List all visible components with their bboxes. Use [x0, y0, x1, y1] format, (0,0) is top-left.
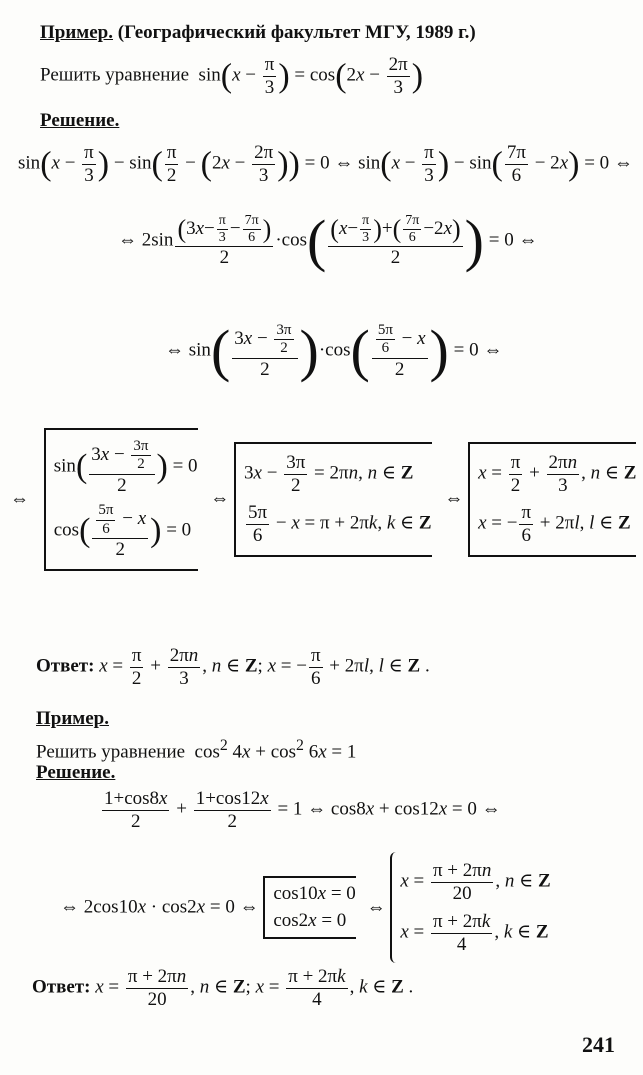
system-square-bracket-4: cos10x = 0 cos2x = 0 [263, 876, 355, 939]
page-number: 241 [582, 1032, 615, 1057]
example1-task: Решить уравнение sin(x − $\frac{\pi}{3}$ ) = cos(2x − $\frac{2\pi}{3}$ ) [40, 54, 424, 98]
example1-eq1: sin(x − $\frac{\pi}{3}$ ) − sin( $\frac{\pi}{2}$ − (2x − $\frac{2\pi}{3}$ )) = 0 ⇔ sin(x − $\frac{\pi}{3}$ ) − sin( $\frac{7\pi}{6}$ − 2x) = 0 ⇔ [18, 142, 633, 186]
example1-eq3: ⇔ sin( 3x − $\frac{3\pi}{2}$ 2 )·cos( $\frac{5\pi}{6}$ − x 2 ) = 0 ⇔ [165, 318, 503, 384]
example1-eq2: ⇔ 2sin (3x− $\frac{\pi}{3}$ − $\frac{7\pi}{6}$ ) 2 ·cos( (x− $\frac{\pi}{3}$ )+( $\frac{7\pi}{6}$ −2x) 2 ) = 0 ⇔ [118, 208, 538, 273]
example1-source: (Географический факультет МГУ, 1989 г.) [117, 22, 476, 43]
example2-answer-label: Ответ: [32, 976, 91, 998]
system-square-bracket-2: 3x − $\frac{3\pi}{2}$ = 2πn, n ∈ Z $\frac{5\pi}{6}$ − x = π + 2πk, k ∈ Z [234, 442, 432, 557]
example2-answer: Ответ: x = $\frac{\pi + 2\pi n}{20}$ , n ∈ Z; x = $\frac{\pi + 2\pi k}{4}$ , k ∈ Z . [32, 966, 414, 1010]
system-curly-bracket: x = $\frac{\pi + 2\pi n}{20}$ , n ∈ Z x = $\frac{\pi + 2\pi k}{4}$ , k ∈ Z [390, 852, 550, 963]
example1-answer-label: Ответ: [36, 655, 95, 677]
example2-eq1: $\frac{1+\cos 8x}{2}$ + $\frac{1+\cos 12x}{2}$ = 1 ⇔ cos8x + cos12x = 0 ⇔ [104, 788, 501, 832]
example1-answer: Ответ: x = $\frac{\pi}{2}$ + $\frac{2\pi n}{3}$ , n ∈ Z; x = − $\frac{\pi}{6}$ + 2πl, l ∈ Z . [36, 645, 430, 689]
system-square-bracket-3: x = $\frac{\pi}{2}$ + $\frac{2\pi n}{3}$ , n ∈ Z x = − $\frac{\pi}{6}$ + 2πl, l ∈ Z [468, 442, 636, 557]
example2-task: Решить уравнение $\cos^2 4x + \cos^2 6x = 1$ [36, 737, 357, 763]
example2-solution-label: Решение. [36, 762, 116, 783]
example1-systems: ⇔ sin( 3x − $\frac{3\pi}{2}$ 2 ) = 0 cos( $\frac{5\pi}{6}$ − x 2 ) = 0 ⇔ 3x − $\frac{3\pi}{2}$ = 2πn, n ∈ Z $\frac{5\pi}{6}$ − x = π + 2πk, k ∈ Z ⇔ x = $\frac{\pi}{2}$ + $\frac{2\pi n}{3}$ , n ∈ Z x = − $\frac{\pi}{6}$ + 2πl, l ∈ Z [10, 428, 636, 571]
example2-eq2: ⇔ 2cos10x · cos2x = 0 ⇔ cos10x = 0 cos2x = 0 ⇔ x = $\frac{\pi + 2\pi n}{20}$ , n ∈ Z x = $\frac{\pi + 2\pi k}{4}$ , k ∈ Z [60, 852, 551, 963]
system-square-bracket-1: sin( 3x − $\frac{3\pi}{2}$ 2 ) = 0 cos( $\frac{5\pi}{6}$ − x 2 ) = 0 [44, 428, 198, 571]
example1-heading-line [40, 22, 476, 44]
example1-task-label: Решить уравнение [40, 64, 190, 86]
example1-heading: Пример. [40, 22, 113, 43]
example2-heading: Пример. [36, 708, 109, 729]
example2-task-label: Решить уравнение [36, 741, 186, 763]
example1-solution-label: Решение. [40, 110, 120, 131]
